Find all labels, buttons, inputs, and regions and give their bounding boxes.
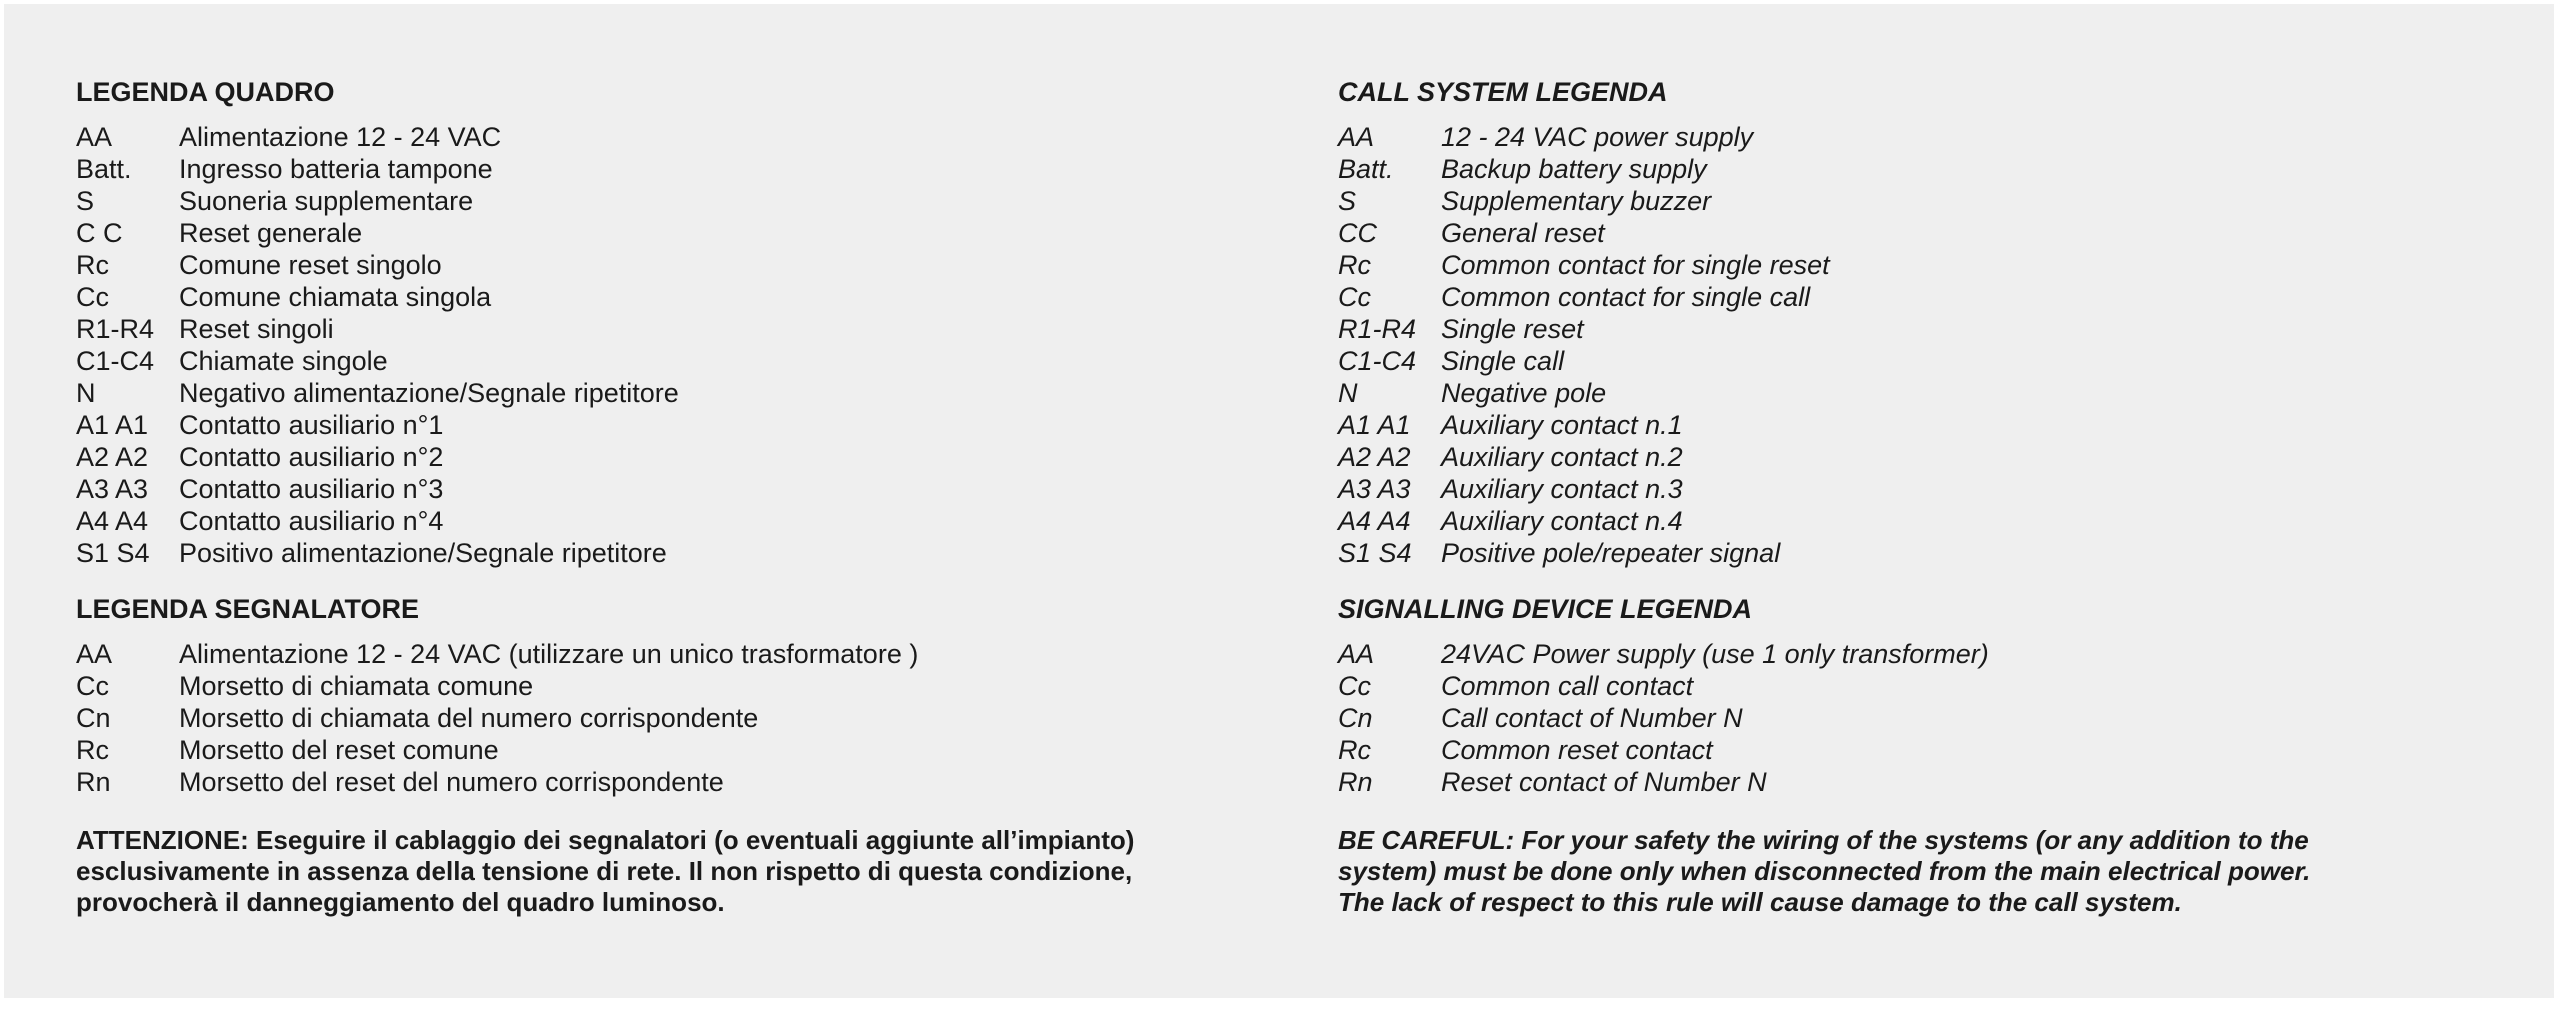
legend-row xyxy=(1338,734,2538,766)
legend-code: Rc xyxy=(76,250,109,280)
legend-code: S1 S4 xyxy=(76,538,150,568)
legend-description: Suoneria supplementare xyxy=(179,186,474,216)
legend-row xyxy=(76,702,1276,734)
legend-row xyxy=(76,537,1276,569)
legend-code: CC xyxy=(1338,218,1377,248)
legend-description: Morsetto di chiamata del numero corrispondente xyxy=(179,703,759,733)
legend-row xyxy=(76,670,1276,702)
legend-row xyxy=(1338,345,2538,377)
legend-row xyxy=(76,121,1276,153)
legend-row xyxy=(76,766,1276,798)
legend-description: General reset xyxy=(1441,218,1605,248)
legend-row xyxy=(1338,409,2538,441)
legend-code: Rc xyxy=(1338,250,1371,280)
warning-line: BE CAREFUL: For your safety the wiring of the systems (or any addition to the xyxy=(1338,825,2309,855)
legend-description: Common call contact xyxy=(1441,671,1694,701)
legend-row xyxy=(76,377,1276,409)
legend-description: Auxiliary contact n.4 xyxy=(1441,506,1683,536)
call-system-legend-title: CALL SYSTEM LEGENDA xyxy=(1338,77,1668,107)
legend-code: Rn xyxy=(1338,767,1373,797)
legend-row xyxy=(1338,670,2538,702)
legend-row xyxy=(76,217,1276,249)
legend-code: C1-C4 xyxy=(1338,346,1417,376)
legend-row xyxy=(1338,121,2538,153)
legend-code: A1 A1 xyxy=(76,410,149,440)
legend-code: A1 A1 xyxy=(1338,410,1411,440)
legend-code: A2 A2 xyxy=(76,442,149,472)
legend-row xyxy=(1338,473,2538,505)
legend-description: Morsetto di chiamata comune xyxy=(179,671,534,701)
legend-code: N xyxy=(1338,378,1358,408)
legend-code: A4 A4 xyxy=(1338,506,1411,536)
signalling-device-legend-list xyxy=(1338,638,2538,798)
legend-code: A2 A2 xyxy=(1338,442,1411,472)
legend-row xyxy=(1338,441,2538,473)
legend-row xyxy=(1338,702,2538,734)
legend-description: Auxiliary contact n.2 xyxy=(1441,442,1683,472)
legend-description: Negativo alimentazione/Segnale ripetitore xyxy=(179,378,679,408)
legend-quadro-list xyxy=(76,121,1276,569)
legend-code: S1 S4 xyxy=(1338,538,1412,568)
legend-code: A3 A3 xyxy=(76,474,149,504)
legend-row xyxy=(1338,505,2538,537)
legend-description: Chiamate singole xyxy=(179,346,388,376)
legend-code: Cn xyxy=(76,703,111,733)
legend-code: Cc xyxy=(76,282,109,312)
legend-row xyxy=(76,441,1276,473)
legend-code: A4 A4 xyxy=(76,506,149,536)
warning-english xyxy=(1338,825,2518,918)
warning-line: system) must be done only when disconnected from the main electrical power. xyxy=(1338,856,2311,886)
legend-row xyxy=(76,473,1276,505)
legend-row xyxy=(76,281,1276,313)
legend-description: Contatto ausiliario n°2 xyxy=(179,442,444,472)
legend-row xyxy=(76,505,1276,537)
legend-description: Comune reset singolo xyxy=(179,250,442,280)
legend-row xyxy=(1338,638,2538,670)
legend-description: Common contact for single reset xyxy=(1441,250,1830,280)
legend-description: Contatto ausiliario n°3 xyxy=(179,474,444,504)
legend-row xyxy=(1338,217,2538,249)
legend-description: Supplementary buzzer xyxy=(1441,186,1712,216)
legend-description: Auxiliary contact n.3 xyxy=(1441,474,1683,504)
legend-code: AA xyxy=(1338,639,1375,669)
legend-code: Cn xyxy=(1338,703,1373,733)
legend-description: Negative pole xyxy=(1441,378,1607,408)
legend-row xyxy=(76,638,1276,670)
legend-row xyxy=(1338,313,2538,345)
legend-description: Alimentazione 12 - 24 VAC xyxy=(179,122,502,152)
legend-row xyxy=(76,249,1276,281)
legend-row xyxy=(76,734,1276,766)
warning-line: ATTENZIONE: Eseguire il cablaggio dei segnalatori (o eventuali aggiunte all’impianto) xyxy=(76,825,1135,855)
legend-description: Auxiliary contact n.1 xyxy=(1441,410,1683,440)
legend-code: S xyxy=(1338,186,1357,216)
legend-code: Cc xyxy=(76,671,109,701)
legend-segnalatore-title: LEGENDA SEGNALATORE xyxy=(76,594,420,624)
legend-quadro-title: LEGENDA QUADRO xyxy=(76,77,335,107)
legend-row xyxy=(76,153,1276,185)
legend-row xyxy=(1338,185,2538,217)
legend-description: Positivo alimentazione/Segnale ripetitore xyxy=(179,538,667,568)
legend-row xyxy=(76,313,1276,345)
legend-code: AA xyxy=(1338,122,1375,152)
legend-code: Rc xyxy=(1338,735,1371,765)
warning-italian xyxy=(76,825,1256,918)
legend-description: Common reset contact xyxy=(1441,735,1713,765)
legend-row xyxy=(76,409,1276,441)
legend-code: AA xyxy=(76,122,113,152)
legend-description: Single call xyxy=(1441,346,1565,376)
legend-description: Comune chiamata singola xyxy=(179,282,492,312)
legend-code: Batt. xyxy=(76,154,132,184)
legend-code: A3 A3 xyxy=(1338,474,1411,504)
call-system-legend-list xyxy=(1338,121,2538,569)
warning-line: The lack of respect to this rule will cause damage to the call system. xyxy=(1338,887,2182,917)
legend-description: Common contact for single call xyxy=(1441,282,1811,312)
legend-code: Rc xyxy=(76,735,109,765)
legend-row xyxy=(76,345,1276,377)
legend-description: Single reset xyxy=(1441,314,1584,344)
legend-code: Batt. xyxy=(1338,154,1394,184)
legend-description: Morsetto del reset comune xyxy=(179,735,499,765)
warning-line: esclusivamente in assenza della tensione di rete. Il non rispetto di questa condizione, xyxy=(76,856,1133,886)
legend-code: R1-R4 xyxy=(1338,314,1417,344)
legend-description: 24VAC Power supply (use 1 only transformer) xyxy=(1441,639,1989,669)
legend-row xyxy=(1338,153,2538,185)
legend-description: Backup battery supply xyxy=(1441,154,1707,184)
legend-description: Reset generale xyxy=(179,218,363,248)
legend-description: Alimentazione 12 - 24 VAC (utilizzare un unico trasformatore ) xyxy=(179,639,919,669)
legend-code: C C xyxy=(76,218,123,248)
legend-code: Cc xyxy=(1338,282,1371,312)
legend-description: Morsetto del reset del numero corrispondente xyxy=(179,767,724,797)
legend-segnalatore-list xyxy=(76,638,1276,798)
legend-code: R1-R4 xyxy=(76,314,155,344)
legend-description: Positive pole/repeater signal xyxy=(1441,538,1781,568)
warning-line: provocherà il danneggiamento del quadro luminoso. xyxy=(76,887,725,917)
legend-row xyxy=(1338,249,2538,281)
legend-description: 12 - 24 VAC power supply xyxy=(1441,122,1754,152)
legend-code: S xyxy=(76,186,95,216)
legend-description: Reset singoli xyxy=(179,314,334,344)
legend-description: Contatto ausiliario n°1 xyxy=(179,410,444,440)
legend-description: Reset contact of Number N xyxy=(1441,767,1767,797)
legend-row xyxy=(1338,766,2538,798)
legend-row xyxy=(76,185,1276,217)
legend-row xyxy=(1338,537,2538,569)
legend-code: C1-C4 xyxy=(76,346,155,376)
legend-row xyxy=(1338,281,2538,313)
legend-code: Rn xyxy=(76,767,111,797)
legend-description: Ingresso batteria tampone xyxy=(179,154,493,184)
italian-column xyxy=(76,76,1276,918)
legend-panel xyxy=(4,4,2554,998)
legend-row xyxy=(1338,377,2538,409)
legend-description: Contatto ausiliario n°4 xyxy=(179,506,444,536)
legend-description: Call contact of Number N xyxy=(1441,703,1743,733)
legend-code: N xyxy=(76,378,96,408)
legend-code: AA xyxy=(76,639,113,669)
english-column xyxy=(1338,76,2538,918)
legend-code: Cc xyxy=(1338,671,1371,701)
signalling-device-legend-title: SIGNALLING DEVICE LEGENDA xyxy=(1338,594,1753,624)
